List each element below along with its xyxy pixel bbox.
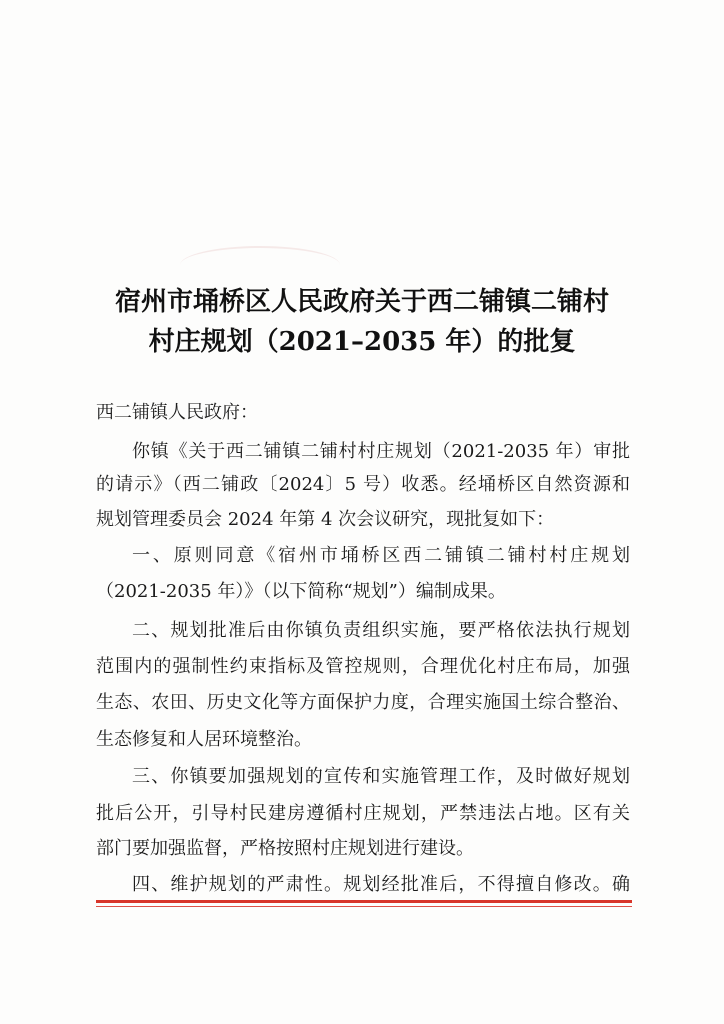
body-line-7: 范围内的强制性约束指标及管控规则，合理优化村庄布局，加强 <box>96 656 630 677</box>
body-line-9: 生态修复和人居环境整治。 <box>96 729 312 750</box>
red-rule-thick <box>96 900 632 903</box>
body-line-4: 一、原则同意《宿州市埇桥区西二铺镇二铺村村庄规划 <box>132 545 630 566</box>
body-line-5: （2021-2035 年）》（以下简称“规划”）编制成果。 <box>96 581 506 602</box>
document-title-line-1: 宿州市埇桥区人民政府关于西二铺镇二铺村 <box>114 287 609 317</box>
seal-watermark <box>180 246 340 284</box>
salutation: 西二铺镇人民政府： <box>96 402 258 423</box>
body-line-13: 四、维护规划的严肃性。规划经批准后，不得擅自修改。确 <box>132 874 630 895</box>
body-line-12: 部门要加强监督，严格按照村庄规划进行建设。 <box>96 838 474 859</box>
body-line-8: 生态、农田、历史文化等方面保护力度，合理实施国土综合整治、 <box>96 692 630 713</box>
document-title-line-2: 村庄规划（2021–2035 年）的批复 <box>148 327 576 357</box>
body-line-6: 二、规划批准后由你镇负责组织实施，要严格依法执行规划 <box>132 620 630 641</box>
body-line-3: 规划管理委员会 2024 年第 4 次会议研究，现批复如下： <box>96 509 555 530</box>
body-line-11: 批后公开，引导村民建房遵循村庄规划，严禁违法占地。区有关 <box>96 803 630 824</box>
body-line-1: 你镇《关于西二铺镇二铺村村庄规划（2021-2035 年）审批 <box>132 441 630 462</box>
body-line-2: 的请示》（西二铺政〔2024〕5 号）收悉。经埇桥区自然资源和 <box>96 474 630 495</box>
body-line-10: 三、你镇要加强规划的宣传和实施管理工作，及时做好规划 <box>132 766 630 787</box>
red-rule-thin <box>96 906 632 907</box>
